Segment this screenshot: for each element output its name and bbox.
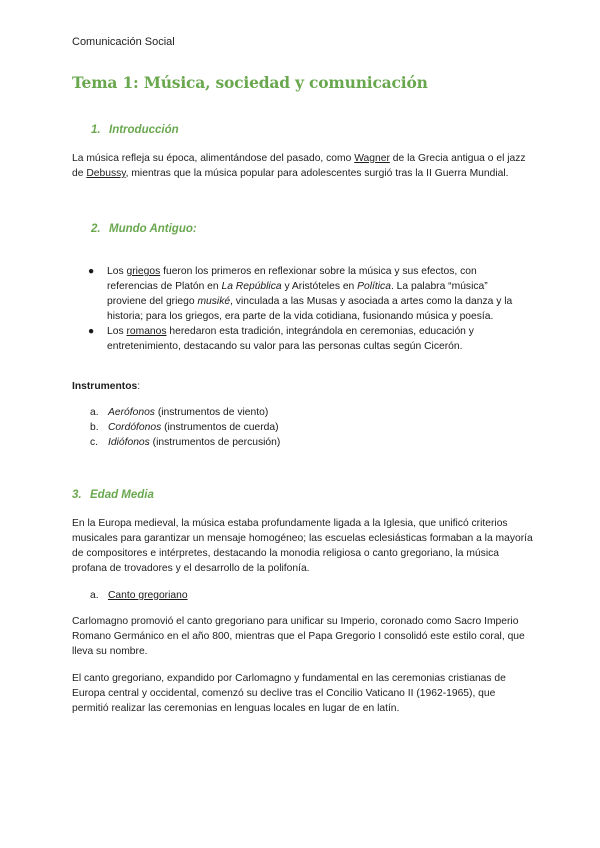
text-run: . La palabra “música” proviene del griego	[107, 281, 488, 307]
carlomagno-paragraph: Carlomagno promovió el canto gregoriano para unificar su Imperio, coronado como Sacro Imperio Romano Germánico en el año 800, mientras que el Papa Gregorio I consolidó este estilo coral, que lleva su nombre.	[72, 616, 525, 657]
text-run: Los	[107, 266, 127, 277]
text-run: heredaron esta tradición, integrándola en ceremonias, educación y entretenimiento, destacando su valor para las personas cultas según Cicerón.	[107, 326, 474, 352]
section-heading-mundo-antiguo	[91, 223, 197, 235]
text-run-italic: musiké	[197, 296, 231, 307]
edad-media-paragraph: En la Europa medieval, la música estaba profundamente ligada a la Iglesia, que unificó criterios musicales para garantizar un mensaje homogéneo; las escuelas eclesiásticas formaban a la mayoría de compositores e intérpretes, destacando la monodia religiosa o canto gregoriano, la música profana de trovadores y el desarrollo de la polifonía.	[72, 518, 533, 574]
text-run: , vinculada a las Musas y asociada a artes como la danza y la historia; para los griegos, era parte de la vida cotidiana, fusionando música y poesía.	[107, 296, 513, 322]
instrumentos-label	[72, 379, 534, 394]
text-run: La música refleja su época, alimentándose del pasado, como	[72, 153, 355, 164]
text-run: de la Grecia antigua o el jazz de	[72, 153, 526, 179]
section-title: Mundo Antiguo:	[109, 223, 197, 235]
text-run-bold: Instrumentos	[72, 381, 138, 392]
section-heading-introduccion	[91, 124, 179, 136]
list-item	[88, 324, 518, 354]
bullet-icon: ●	[88, 326, 95, 337]
list-item	[90, 405, 280, 420]
list-marker: c.	[90, 437, 99, 448]
list-item	[90, 435, 280, 450]
text-run: Los	[107, 326, 127, 337]
instrument-name: Cordófonos	[108, 422, 162, 433]
list-item	[88, 264, 518, 324]
document-header: Comunicación Social	[72, 36, 175, 48]
page-title: Tema 1: Música, sociedad y comunicación	[72, 73, 428, 92]
section-heading-edad-media	[72, 489, 154, 501]
link-debussy[interactable]: Debussy	[86, 168, 126, 179]
text-run: , mientras que la música popular para adolescentes surgió tras la II Guerra Mundial.	[125, 168, 509, 179]
instrument-name: Idiófonos	[108, 437, 150, 448]
list-item	[90, 588, 188, 603]
instrument-desc: (instrumentos de percusión)	[149, 437, 281, 448]
section-number: 3.	[72, 489, 82, 501]
link-romanos[interactable]: romanos	[126, 326, 167, 337]
section-title: Edad Media	[90, 489, 154, 501]
list-marker: a.	[90, 407, 99, 418]
instrument-name: Aerófonos	[108, 407, 155, 418]
section-number: 2.	[91, 223, 101, 235]
instrumentos-list	[90, 405, 280, 450]
link-griegos[interactable]: griegos	[126, 266, 161, 277]
link-canto-gregoriano[interactable]: Canto gregoriano	[108, 590, 188, 601]
link-wagner[interactable]: Wagner	[354, 153, 390, 164]
list-marker: b.	[90, 422, 99, 433]
bullet-icon: ●	[88, 266, 95, 277]
edad-media-sublist	[90, 588, 188, 603]
instrument-desc: (instrumentos de cuerda)	[161, 422, 279, 433]
mundo-antiguo-list	[88, 264, 518, 354]
canto-gregoriano-paragraph: El canto gregoriano, expandido por Carlomagno y fundamental en las ceremonias cristianas de Europa central y occidental, comenzó su declive tras el Concilio Vaticano II (1962-1965), que permitió realizar las ceremonias en lenguas locales en lugar de en latín.	[72, 673, 506, 714]
section-number: 1.	[91, 124, 101, 136]
text-run: fueron los primeros en reflexionar sobre la música y sus efectos, con referencias de Platón en	[107, 266, 477, 292]
section-title: Introducción	[109, 124, 179, 136]
text-run: y Aristóteles en	[281, 281, 358, 292]
text-run-italic: La República	[221, 281, 282, 292]
text-run-italic: Política	[357, 281, 391, 292]
list-item	[90, 420, 280, 435]
instrument-desc: (instrumentos de viento)	[154, 407, 269, 418]
text-run: :	[137, 381, 141, 392]
intro-paragraph	[72, 151, 534, 181]
list-marker: a.	[90, 590, 99, 601]
